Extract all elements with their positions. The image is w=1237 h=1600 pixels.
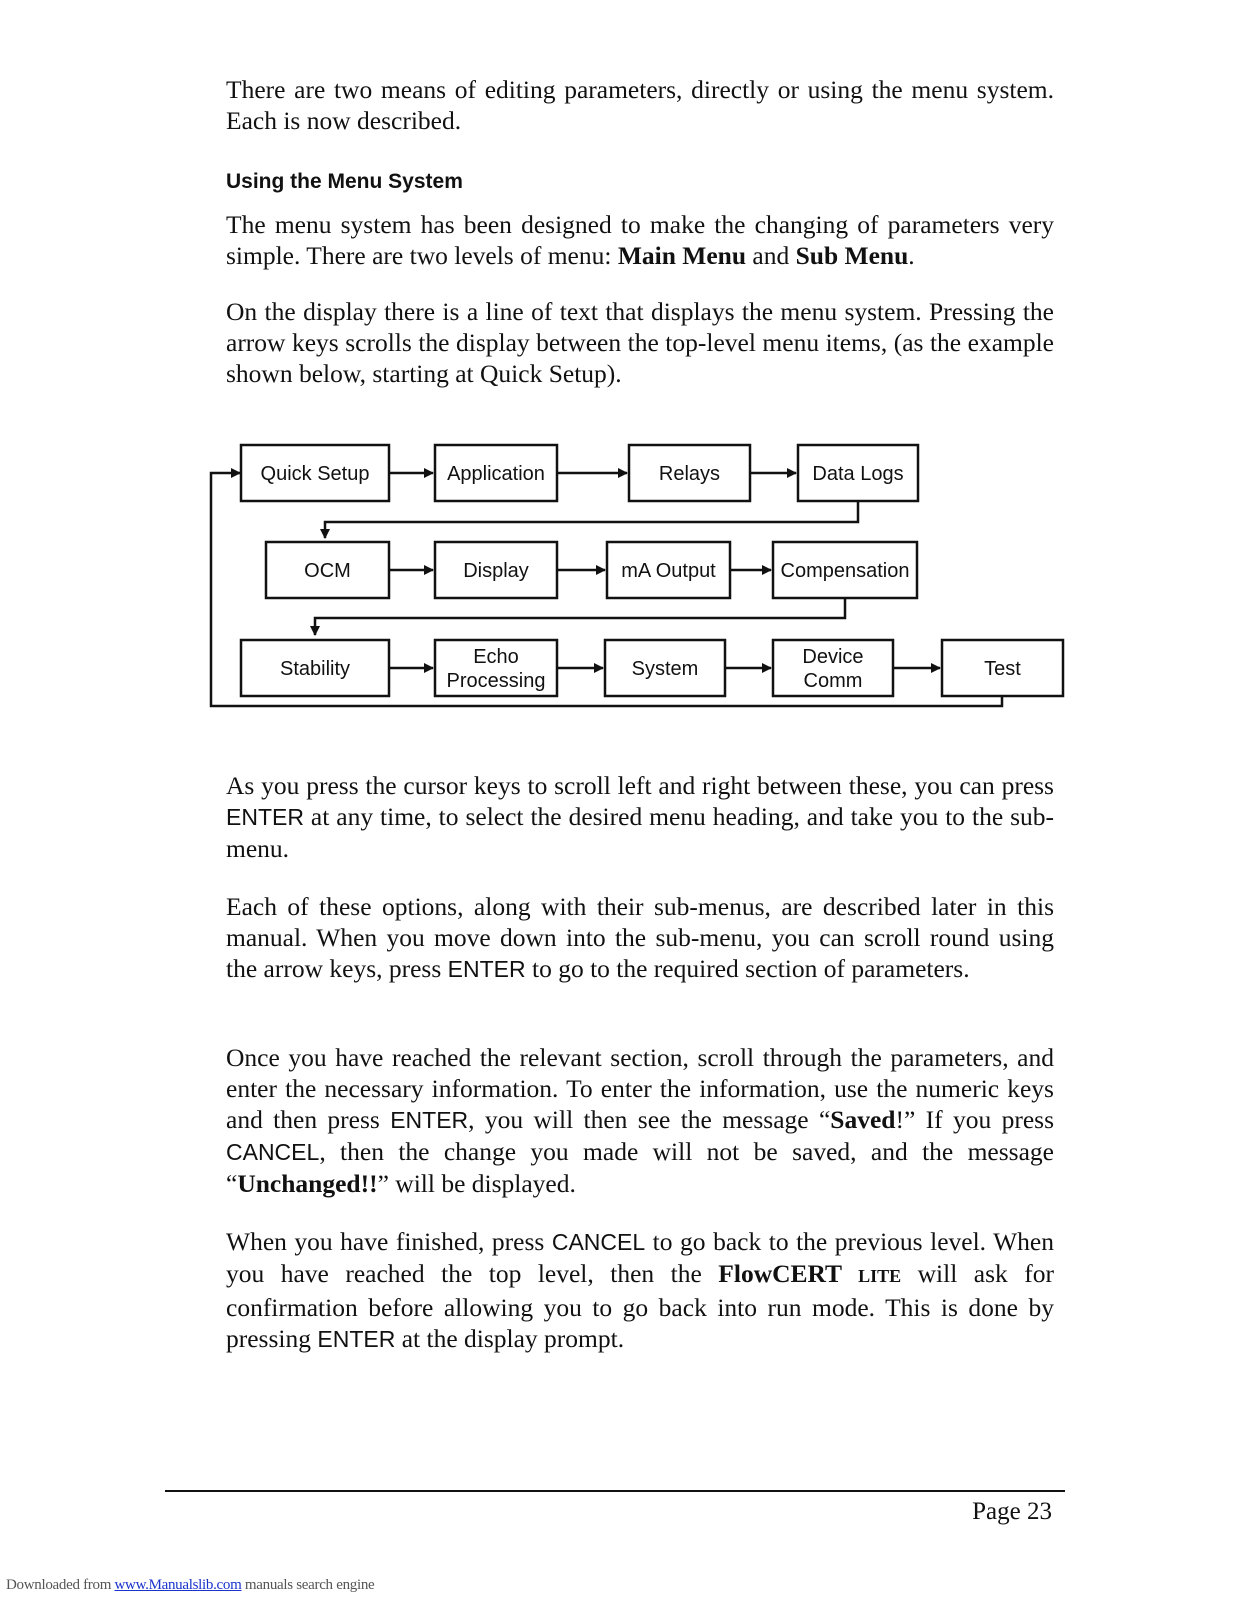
menu-box-label: Device [802,646,864,668]
menu-box-label: Comm [803,670,863,692]
menu-box-label: Processing [446,670,546,692]
enter-key-name: ENTER [390,1107,469,1133]
menu-box-label: OCM [304,560,351,582]
menu-box-label: Relays [658,463,721,485]
footer-rule [165,1490,1065,1492]
menu-box-label: Stability [279,658,351,680]
menu-box-label: mA Output [621,560,716,582]
finished-paragraph: When you have finished, press CANCEL to go back to the previous level. When you have reached the top level, then the FlowCERT LITE will ask for confirmation before allowing you to go back into run mode. This is done by pressing ENTER at the display prompt. [226,1227,1054,1353]
manualslib-link[interactable]: www.Manualslib.com [114,1577,242,1593]
menu-box-test [942,640,1063,696]
arrow-compensation-to-stability [315,598,845,635]
page-number: Page 23 [972,1498,1052,1525]
menu-box-label: Compensation [780,560,910,582]
menu-box-quick-setup [241,445,389,501]
menu-box-stability [241,640,389,696]
menu-box-application [435,445,557,501]
menu-box-label: Echo [473,646,519,668]
menu-box-label: Data Logs [812,463,904,485]
main-menu-term: Main Menu [617,241,747,270]
enter-key-name: ENTER [226,804,304,830]
menu-box-label: Application [447,463,545,485]
enter-key-name: ENTER [317,1326,396,1352]
section-heading: Using the Menu System [226,170,463,193]
menu-levels-paragraph: The menu system has been designed to make the changing of parameters very simple. There are two levels of menu: Main Menu and Sub Menu. [226,210,1054,270]
product-name: FlowCERT LITE [718,1259,902,1288]
menu-box-display [435,542,557,598]
menu-box-ocm [266,542,389,598]
saved-message: Saved [830,1105,896,1134]
menu-flow-diagram [0,0,1237,720]
menu-box-system [605,640,725,696]
unchanged-message: Unchanged!! [237,1169,378,1198]
menu-box-ma-output [607,542,730,598]
cancel-key-name: CANCEL [551,1229,646,1255]
menu-box-data-logs [798,445,918,501]
sub-menu-term: Sub Menu [795,241,909,270]
menu-box-label: Quick Setup [260,463,370,485]
intro-paragraph: There are two means of editing parameters, directly or using the menu system. Each is now described. [226,75,1054,135]
menu-box-device-comm [773,640,893,696]
cursor-keys-paragraph: As you press the cursor keys to scroll left and right between these, you can press ENTER at any time, to select the desired menu heading, and take you to the sub-menu. [226,771,1054,863]
menu-box-label: Test [984,658,1021,680]
arrow-data-logs-to-ocm [325,501,858,538]
relevant-section-paragraph: Once you have reached the relevant section, scroll through the parameters, and enter the necessary information. To enter the information, use the numeric keys and then press ENTER, you will then see the message “Saved!” If you press CANCEL, then the change you made will not be saved, and the message “Unchanged!!” will be displayed. [226,1043,1054,1198]
menu-box-echo-processing [435,640,557,696]
download-note: Downloaded from www.Manualslib.com manuals search engine [6,1577,375,1593]
enter-key-name: ENTER [447,956,526,982]
menu-box-compensation [773,542,917,598]
menu-box-relays [629,445,750,501]
menu-box-label: Display [463,560,529,582]
menu-box-label: System [631,658,699,680]
cancel-key-name: CANCEL [226,1139,320,1165]
display-paragraph: On the display there is a line of text that displays the menu system. Pressing the arrow keys scrolls the display between the top-level menu items, (as the example shown below, starting at Quick Setup). [226,297,1054,388]
options-paragraph: Each of these options, along with their sub-menus, are described later in this manual. When you move down into the sub-menu, you can scroll round using the arrow keys, press ENTER to go to the required section of parameters. [226,892,1054,983]
